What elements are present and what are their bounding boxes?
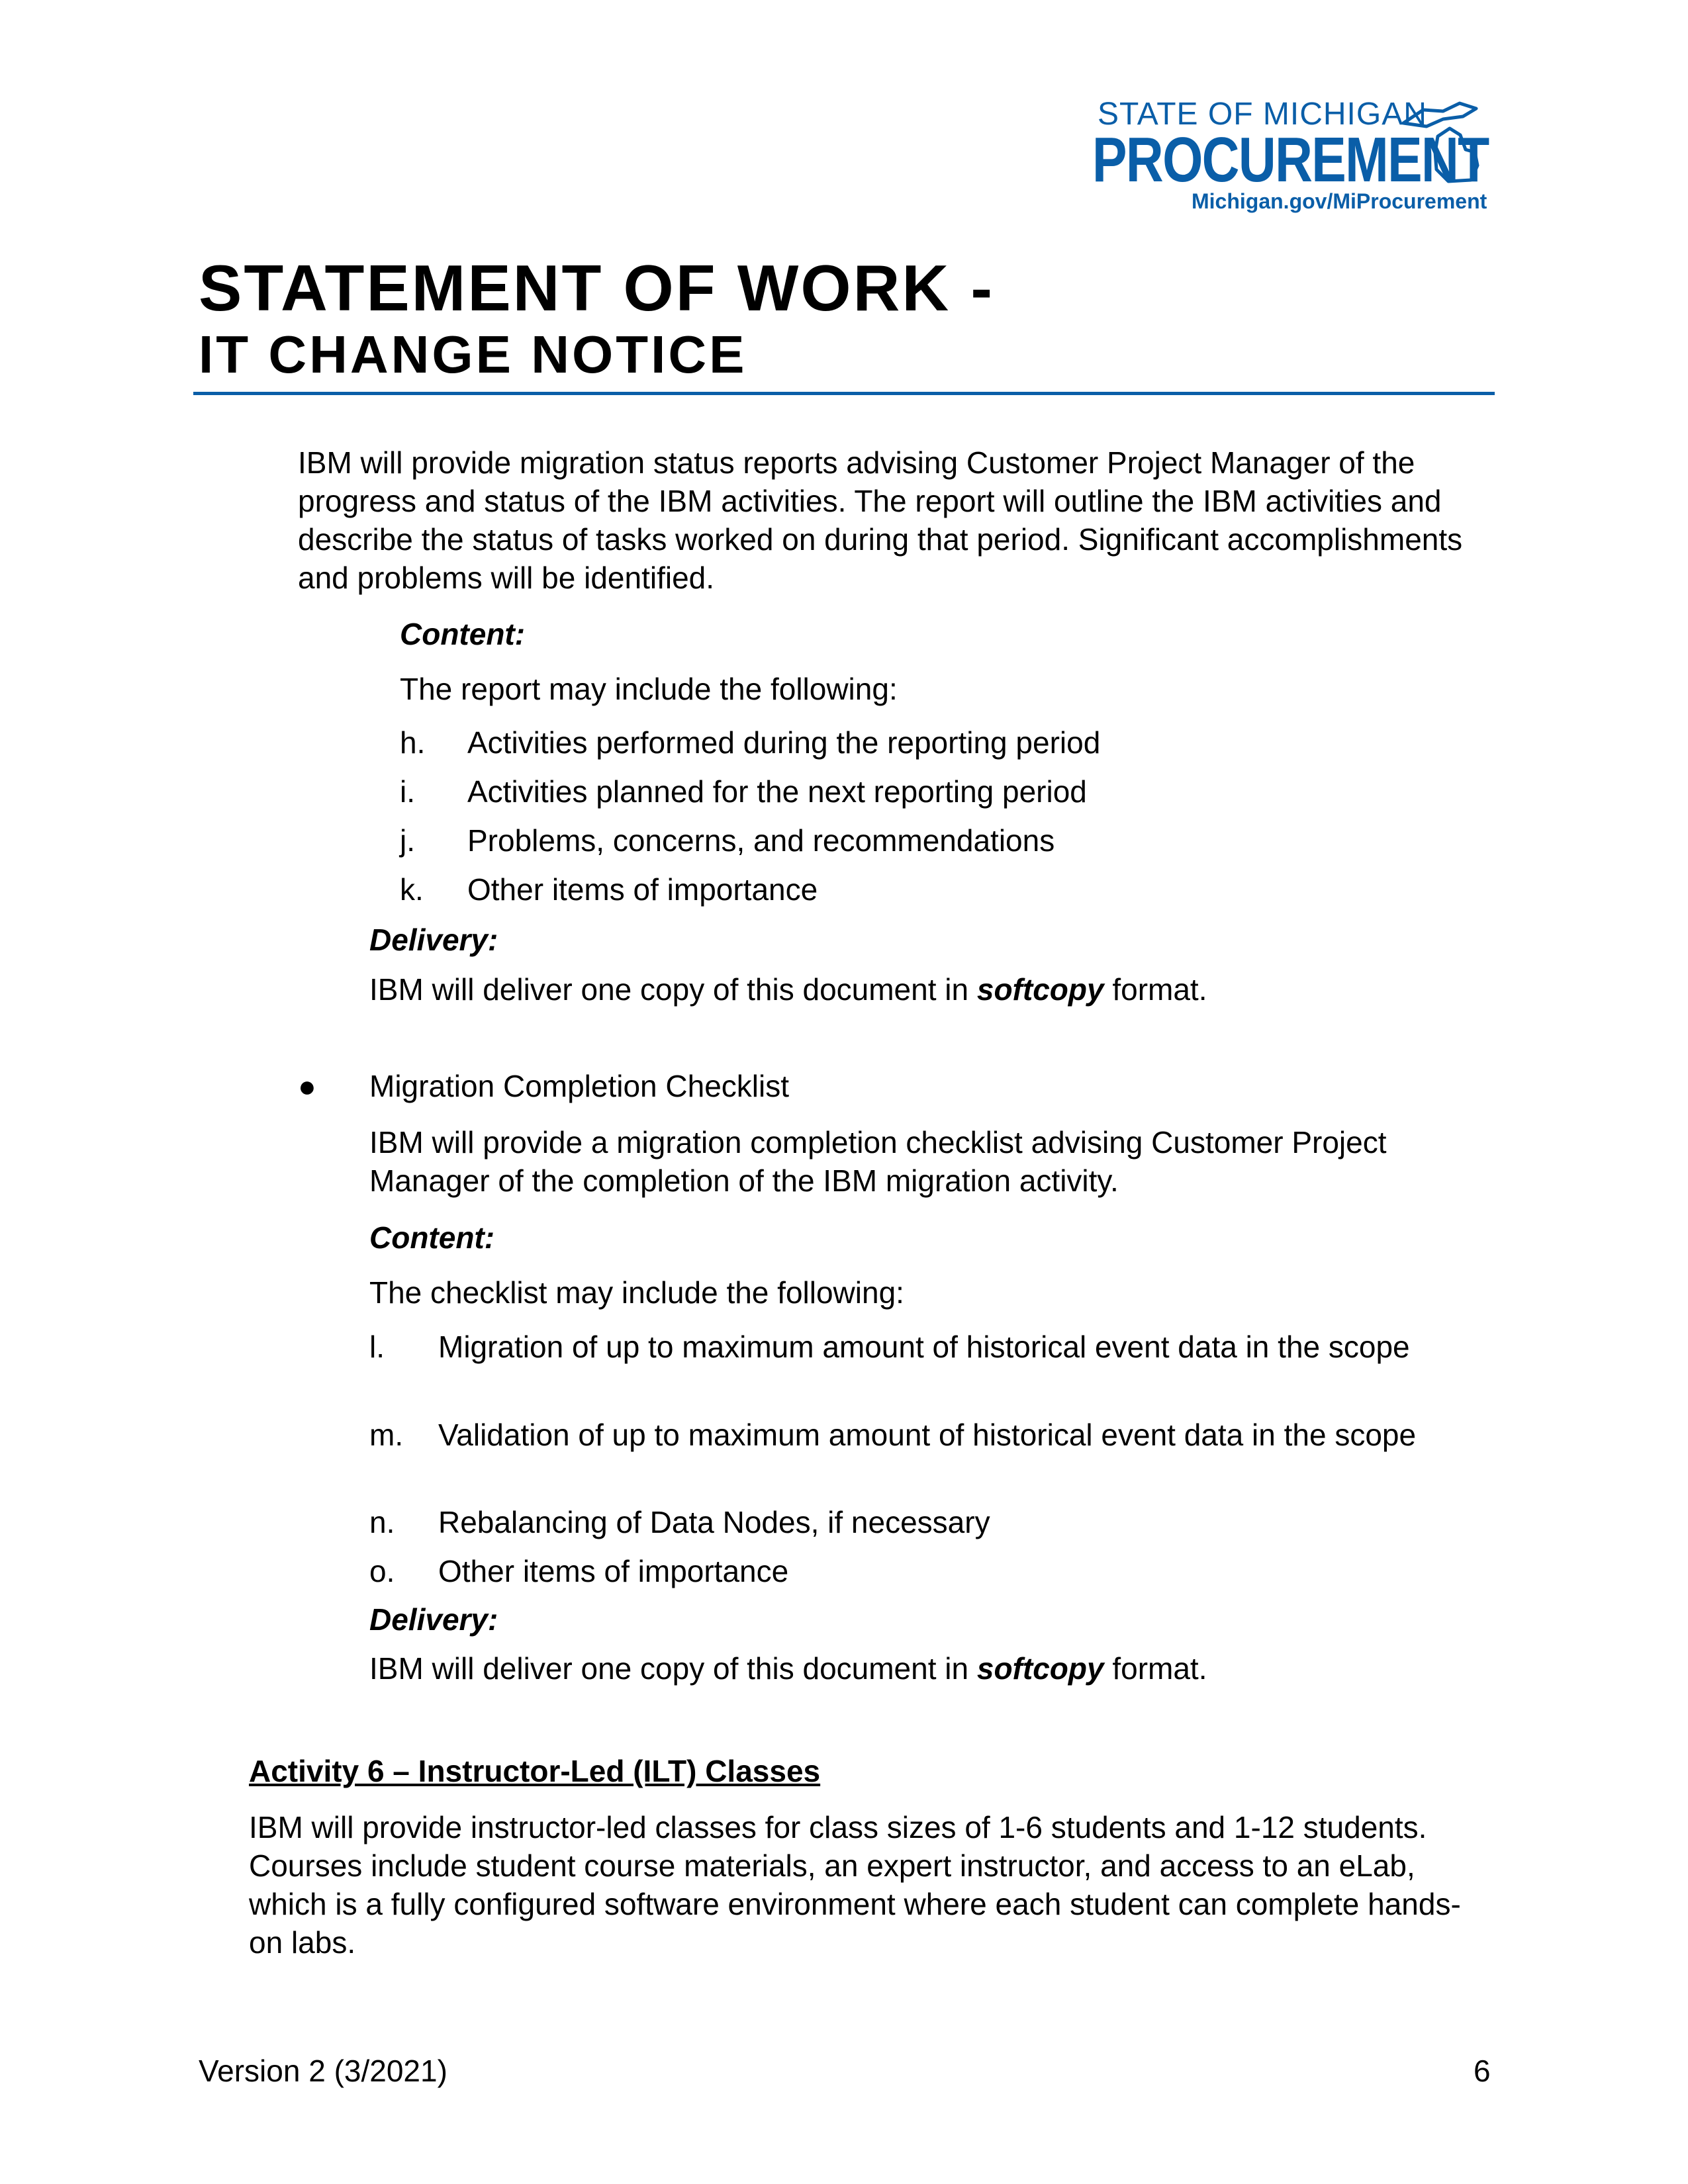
intro-paragraph: IBM will provide migration status reports advising Customer Project Manager of the progress and status of the IBM activities. The report will outline the IBM activities and describe the status of tasks worked on during that period. Significant accomplishments and problems will be identified. <box>298 445 1463 595</box>
delivery-text: IBM will deliver one copy of this document in softcopy format. <box>369 1651 1207 1686</box>
checklist-lead-text: The checklist may include the following: <box>369 1275 904 1310</box>
page-title-line2: IT CHANGE NOTICE <box>199 325 747 384</box>
title-divider <box>193 392 1495 395</box>
checklist-paragraph: IBM will provide a migration completion checklist advising Customer Project Manager of the completion of the IBM migration activity. <box>369 1125 1387 1198</box>
page-number: 6 <box>1474 2054 1491 2088</box>
list-item-text: Rebalancing of Data Nodes, if necessary <box>438 1505 990 1539</box>
softcopy-emphasis: softcopy <box>976 972 1104 1007</box>
list-item-text: Migration of up to maximum amount of historical event data in the scope <box>438 1330 1410 1364</box>
activity6-heading: Activity 6 – Instructor-Led (ILT) Classes <box>249 1754 821 1788</box>
report-lead-text: The report may include the following: <box>400 672 898 706</box>
softcopy-emphasis: softcopy <box>976 1651 1104 1686</box>
list-item-text: Validation of up to maximum amount of historical event data in the scope <box>438 1418 1417 1452</box>
delivery-text: IBM will deliver one copy of this document in softcopy format. <box>369 972 1207 1007</box>
page-title-line1: STATEMENT OF WORK - <box>199 251 994 324</box>
list-marker: j. <box>400 823 415 858</box>
list-marker: h. <box>400 725 426 760</box>
activity6-paragraph: IBM will provide instructor-led classes for class sizes of 1-6 students and 1-12 students. Courses include student course materials, an expert instructor, and access to an eLab, which is a fully configured software environment where each student can complete hands-on labs. <box>249 1810 1461 1960</box>
list-marker: n. <box>369 1505 395 1539</box>
michigan-map-icon <box>1397 97 1496 189</box>
delivery-label: Delivery: <box>369 923 498 957</box>
procurement-logo <box>1086 97 1496 216</box>
logo-procurement-text: PROCUREMENT <box>1092 124 1489 195</box>
list-marker: l. <box>369 1330 385 1364</box>
content-label: Content: <box>400 617 526 651</box>
footer-version: Version 2 (3/2021) <box>199 2054 447 2088</box>
list-item-text: Problems, concerns, and recommendations <box>467 823 1055 858</box>
list-item-text: Other items of importance <box>438 1554 789 1588</box>
logo-state-text: STATE OF MICHIGAN <box>1098 97 1427 132</box>
list-marker: i. <box>400 774 415 809</box>
content-label: Content: <box>369 1220 495 1255</box>
list-marker: m. <box>369 1418 404 1452</box>
list-item-text: Other items of importance <box>467 872 818 907</box>
checklist-title: Migration Completion Checklist <box>369 1069 790 1103</box>
logo-url-text: Michigan.gov/MiProcurement <box>1192 189 1487 213</box>
delivery-label: Delivery: <box>369 1602 498 1637</box>
list-marker: k. <box>400 872 424 907</box>
bullet-icon: ● <box>298 1069 316 1103</box>
list-marker: o. <box>369 1554 395 1588</box>
list-item-text: Activities planned for the next reporting period <box>467 774 1087 809</box>
list-item-text: Activities performed during the reporting period <box>467 725 1101 760</box>
